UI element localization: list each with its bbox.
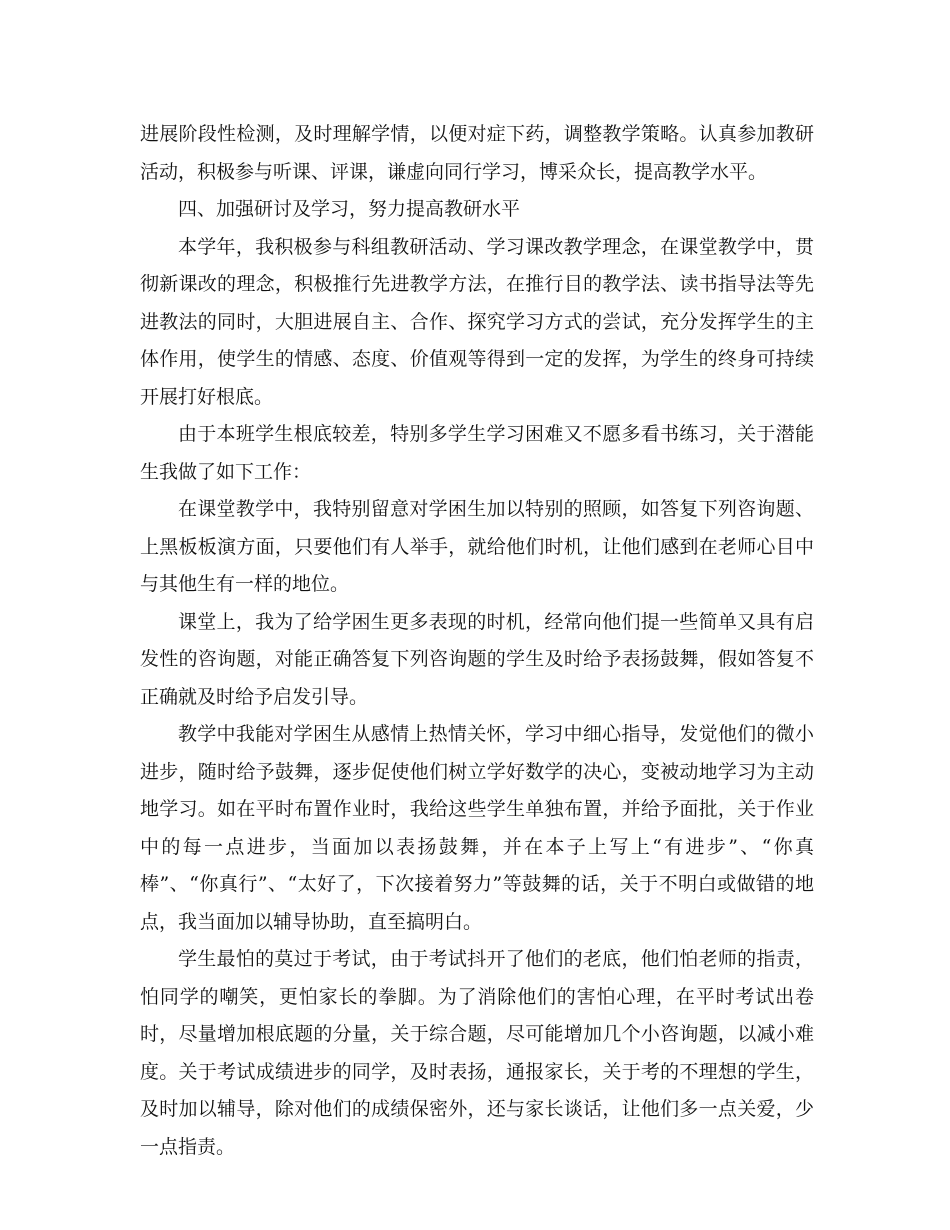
paragraph-5: 在课堂教学中，我特别留意对学困生加以特别的照顾，如答复下列咨询题、上黑板板演方面，只要他们有人举手，就给他们时机，让他们感到在老师心目中与其他生有一样的地位。 <box>140 498 814 595</box>
paragraph-7: 教学中我能对学困生从感情上热情关怀，学习中细心指导，发觉他们的微小进步，随时给予鼓舞，逐步促使他们树立学好数学的决心，变被动地学习为主动地学习。如在平时布置作业时，我给这些学生单独布置，并给予面批，关于作业中的每一点进步，当面加以表扬鼓舞，并在本子上写上“有进步”、“你真棒”、“你真行”、“太好了，下次接着努力”等鼓舞的话，关于不明白或做错的地点，我当面加以辅导协助，直至搞明白。 <box>140 723 814 933</box>
section-heading-4: 四、加强研讨及学习，努力提高教研水平 <box>178 198 521 220</box>
paragraph-8: 学生最怕的莫过于考试，由于考试抖开了他们的老底，他们怕老师的指责，怕同学的嘲笑，更怕家长的拳脚。为了消除他们的害怕心理，在平时考试出卷时，尽量增加根底题的分量，关于综合题，尽可能增加几个小咨询题，以减小难度。关于考试成绩进步的同学，及时表扬，通报家长，关于考的不理想的学生，及时加以辅导，除对他们的成绩保密外，还与家长谈话，让他们多一点关爱，少一点指责。 <box>140 948 814 1158</box>
paragraph-1: 进展阶段性检测，及时理解学情，以便对症下药，调整教学策略。认真参加教研活动，积极参与听课、评课，谦虚向同行学习，博采众长，提高教学水平。 <box>140 123 814 183</box>
paragraph-3: 本学年，我积极参与科组教研活动、学习课改教学理念，在课堂教学中，贯彻新课改的理念，积极推行先进教学方法，在推行目的教学法、读书指导法等先进教法的同时，大胆进展自主、合作、探究学习方式的尝试，充分发挥学生的主体作用，使学生的情感、态度、价值观等得到一定的发挥，为学生的终身可持续开展打好根底。 <box>140 235 814 408</box>
document-body <box>140 116 814 1166</box>
paragraph-4: 由于本班学生根底较差，特别多学生学习困难又不愿多看书练习，关于潜能生我做了如下工作： <box>140 423 814 483</box>
paragraph-6: 课堂上，我为了给学困生更多表现的时机，经常向他们提一些简单又具有启发性的咨询题，对能正确答复下列咨询题的学生及时给予表扬鼓舞，假如答复不正确就及时给予启发引导。 <box>140 610 814 708</box>
